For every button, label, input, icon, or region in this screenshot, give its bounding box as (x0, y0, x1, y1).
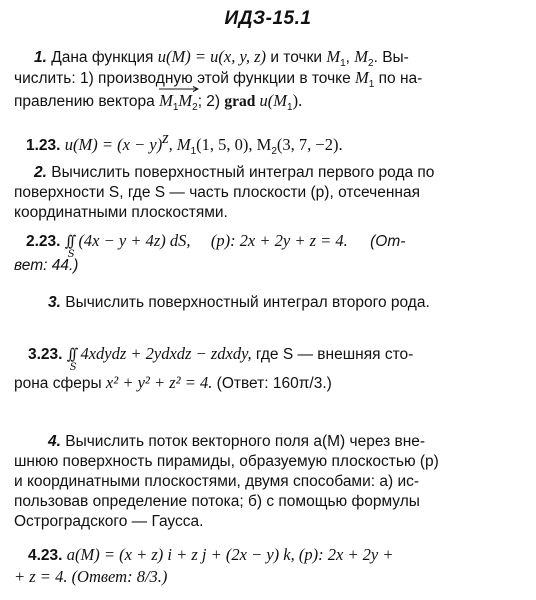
task-3-23-number: 3.23. (28, 346, 63, 363)
task-1-23-number: 1.23. (26, 137, 61, 154)
task-2-23-line-1: 2.23. ∫∫ S (4x − y + 4z) dS, (p): 2x + 2y + z = 4. (От- (26, 231, 406, 260)
problem-4-number: 4. (48, 433, 61, 450)
problem-1-line-3: правлению вектора $M_1M_2$; 2) grad $u(M_1)$. (14, 91, 302, 118)
task-1-23: 1.23. $u(M) = (x - y)^z$, $M_1(1$, 5, 0), $M_2(3$, 7, −2). (26, 128, 343, 158)
problem-4-line-5: Остроградского — Гаусса. (14, 513, 204, 530)
page-title: ИДЗ-15.1 (224, 8, 312, 29)
problem-3-line-1: 3. Вычислить поверхностный интеграл второго рода. (48, 294, 430, 311)
problem-2-line-3: координатными плоскостями. (14, 204, 228, 221)
problem-1-number: 1. (34, 49, 47, 66)
problem-4-line-2: шнюю поверхность пирамиды, образуемую плоскостью (p) (14, 453, 439, 470)
double-integral-icon: ∫∫ S (64, 232, 75, 260)
problem-1-line-2: числить: 1) производную этой функции в точке $M_1$ по на- (14, 68, 423, 91)
vector-arrow-icon (159, 86, 199, 92)
task-2-23-number: 2.23. (26, 233, 61, 250)
task-4-23-number: 4.23. (28, 547, 63, 564)
problem-4-line-4: пользовав определение потока; б) с помощью формулы (14, 493, 420, 510)
task-3-23-line-2: рона сферы x² + y² + z² = 4. (Ответ: 160π/3.) (14, 373, 332, 392)
problem-4-line-1: 4. Вычислить поток векторного поля a(M) через вне- (48, 433, 426, 450)
task-2-23-line-2: вет: 44.) (14, 257, 79, 274)
problem-3-number: 3. (48, 294, 61, 311)
task-4-23-line-2: + z = 4. (Ответ: 8/3.) (14, 567, 168, 586)
problem-2-number: 2. (34, 164, 47, 181)
problem-1-line-1: 1. Дана функция u(M) = u(x, y, z) и точки $M_1$, $M_2$. Вы- (34, 47, 409, 70)
problem-2-line-2: поверхности S, где S — часть плоскости (p), отсеченная (14, 184, 420, 201)
problem-4-line-3: и координатными плоскостями, двумя способами: а) ис- (14, 473, 420, 490)
task-3-23-line-1: 3.23. ∫∫ S 4xdydz + 2ydxdz − zdxdy, где S — внешняя сто- (28, 344, 414, 373)
vector-m1m2: $M_1M_2$ (159, 91, 198, 118)
problem-2-line-1: 2. Вычислить поверхностный интеграл первого рода по (34, 164, 435, 181)
task-4-23-line-1: 4.23. a(M) = (x + z) i + z j + (2x − y) k, (p): 2x + 2y + (28, 545, 394, 564)
double-integral-icon: ∫∫ S (66, 345, 77, 373)
